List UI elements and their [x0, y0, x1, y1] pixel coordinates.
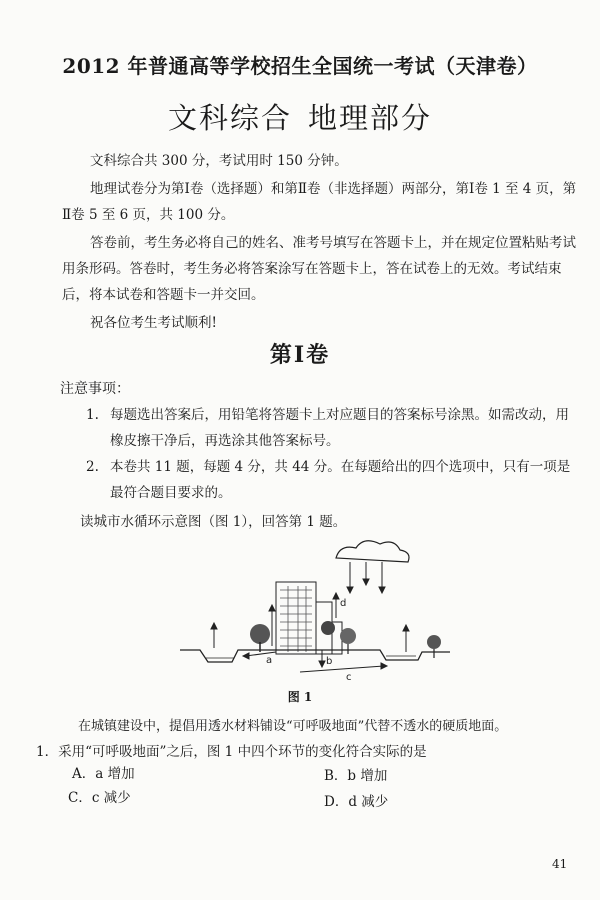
- intro-paragraph-instructions: 答卷前，考生务必将自己的姓名、准考号填写在答题卡上，并在规定位置粘贴考试用条形码。答卷时，考生务必将答案涂写在答题卡上，答在试卷上的无效。考试结束后，将本试卷和答题卡一并交回。: [62, 235, 576, 303]
- notice-heading: 注意事项：: [60, 381, 130, 397]
- label-b: b: [326, 656, 333, 667]
- notice-item: [86, 454, 582, 506]
- evaporation-d-arrow: [333, 593, 339, 618]
- option-a: A．a 增加: [72, 766, 135, 782]
- notice-item: [86, 402, 582, 454]
- question-context: 在城镇建设中，提倡用透水材料铺设“可呼吸地面”代替不透水的硬质地面。: [78, 719, 508, 734]
- infiltration-b-arrow: [319, 650, 325, 667]
- notice-item-text: 本卷共 11 题，每题 4 分，共 44 分。在每题给出的四个选项中，只有一项是最符合题目要求的。: [110, 459, 571, 501]
- section-title: 第Ⅰ卷: [269, 342, 331, 368]
- label-d: d: [340, 598, 347, 609]
- option-b: B．b 增加: [324, 768, 388, 784]
- figure-caption: 图 1: [287, 690, 313, 704]
- intro-paragraph-wishes: 祝各位考生考试顺利!: [90, 315, 217, 331]
- notice-item-number: 1.: [86, 407, 99, 423]
- exam-title: 2012 年普通高等学校招生全国统一考试（天津卷）: [62, 54, 538, 78]
- subject-title: [0, 96, 600, 137]
- evaporation-arrows: [211, 605, 409, 652]
- label-a: a: [266, 655, 273, 666]
- label-c: c: [346, 672, 352, 682]
- question-stem: 1．采用“可呼吸地面”之后，图 1 中四个环节的变化符合实际的是: [36, 744, 427, 760]
- cloud-icon: [336, 541, 409, 562]
- page-number: 41: [552, 857, 568, 871]
- tree-icon: [250, 624, 270, 652]
- intro-paragraph-score: 文科综合共 300 分，考试用时 150 分钟。: [90, 153, 348, 169]
- subject-title-part2: 地理部分: [308, 101, 433, 135]
- building-icon: [276, 582, 342, 654]
- notice-list: [86, 402, 582, 506]
- intro-paragraph-structure: 地理试卷分为第Ⅰ卷（选择题）和第Ⅱ卷（非选择题）两部分，第Ⅰ卷 1 至 4 页，第Ⅱ卷 5 至 6 页，共 100 分。: [62, 181, 577, 223]
- groundwater-c-arrow: [300, 663, 387, 672]
- tree-icon: [321, 621, 356, 654]
- figure-prompt: 读城市水循环示意图（图 1），回答第 1 题。: [80, 514, 347, 530]
- precipitation-arrows: [347, 562, 385, 593]
- option-d: D．d 减少: [324, 794, 389, 810]
- notice-item-number: 2.: [86, 459, 99, 475]
- tree-icon: [427, 635, 441, 658]
- option-c: C．c 减少: [68, 790, 131, 806]
- subject-title-part1: 文科综合: [167, 101, 292, 135]
- urban-water-cycle-diagram: [150, 532, 480, 682]
- notice-item-text: 每题选出答案后，用铅笔将答题卡上对应题目的答案标号涂黑。如需改动，用橡皮擦干净后，再选涂其他答案标号。: [110, 407, 569, 449]
